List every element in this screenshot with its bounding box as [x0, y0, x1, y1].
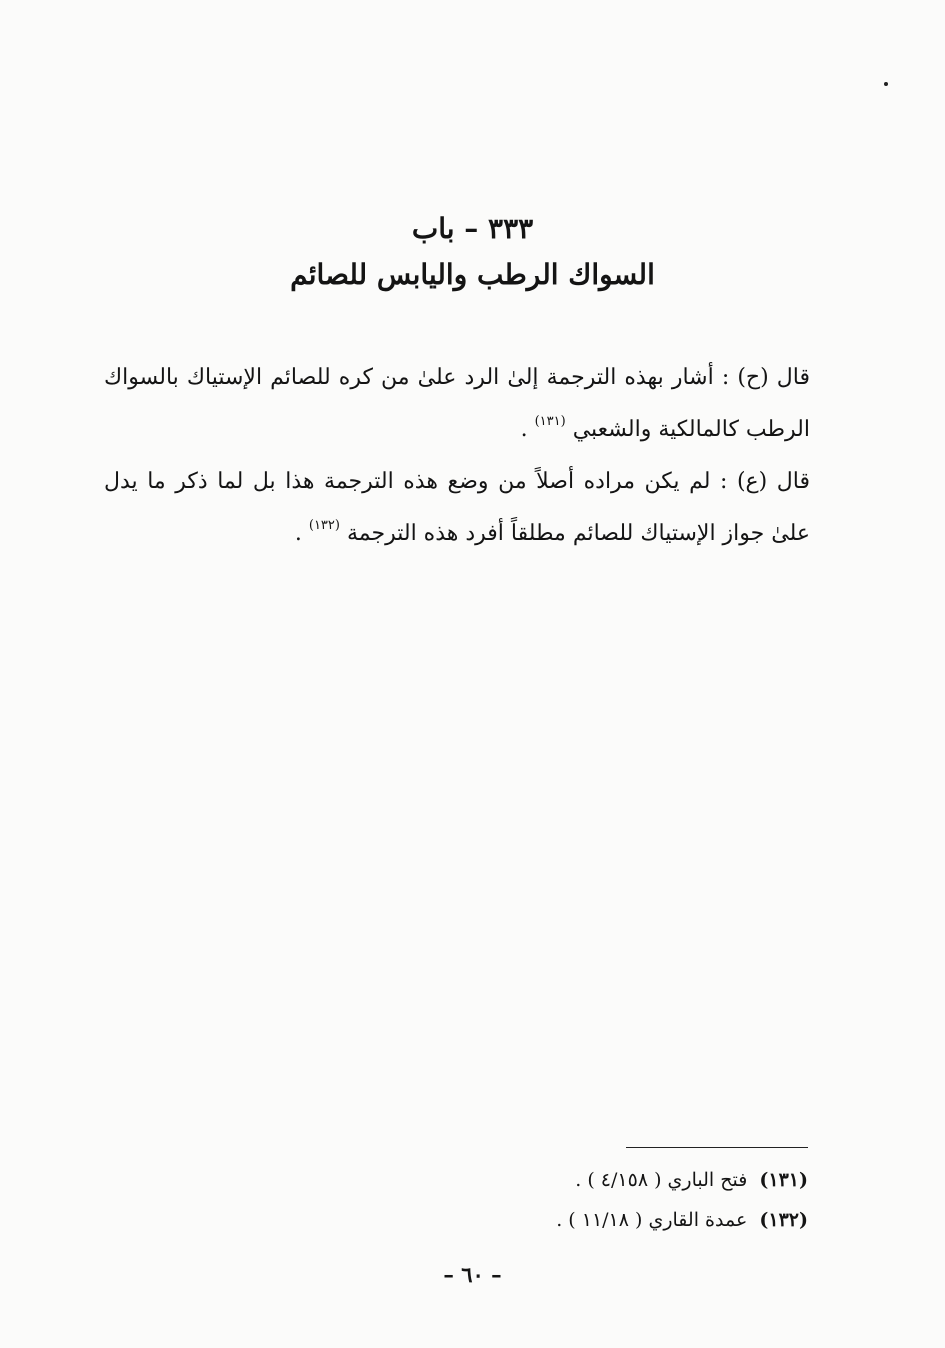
footnote-number: (١٣١)	[759, 1169, 808, 1191]
footnote-ref: (١٣٢)	[308, 518, 340, 533]
paragraph-end: .	[520, 417, 535, 442]
footnotes	[300, 1160, 808, 1240]
footnote-divider	[626, 1147, 808, 1148]
body-text	[104, 352, 810, 560]
chapter-title: السواك الرطب واليابس للصائم	[290, 258, 655, 291]
scan-speck	[884, 82, 888, 86]
footnote-text: فتح الباري ( ٤/١٥٨ ) .	[575, 1169, 748, 1191]
paragraph-2	[104, 456, 810, 560]
paragraph-text: قال (ح) : أشار بهذه الترجمة إلىٰ الرد علىٰ من كره للصائم الإستياك بالسواك الرطب كالمالكية والشعبي	[104, 365, 810, 442]
paragraph-end: .	[294, 521, 309, 546]
paragraph-1	[104, 352, 810, 456]
chapter-heading: ٣٣٣ – باب	[411, 212, 534, 245]
footnote-ref: (١٣١)	[534, 414, 566, 429]
footnote-item	[300, 1200, 808, 1240]
footnote-text: عمدة القاري ( ١١/١٨ ) .	[556, 1209, 748, 1231]
page-number: – ٦٠ –	[443, 1262, 502, 1287]
footnote-item	[300, 1160, 808, 1200]
paragraph-text: قال (ع) : لم يكن مراده أصلاً من وضع هذه الترجمة هذا بل لما ذكر ما يدل علىٰ جواز الإستياك للصائم مطلقاً أفرد هذه الترجمة	[104, 469, 810, 546]
footnote-number: (١٣٢)	[759, 1209, 808, 1231]
